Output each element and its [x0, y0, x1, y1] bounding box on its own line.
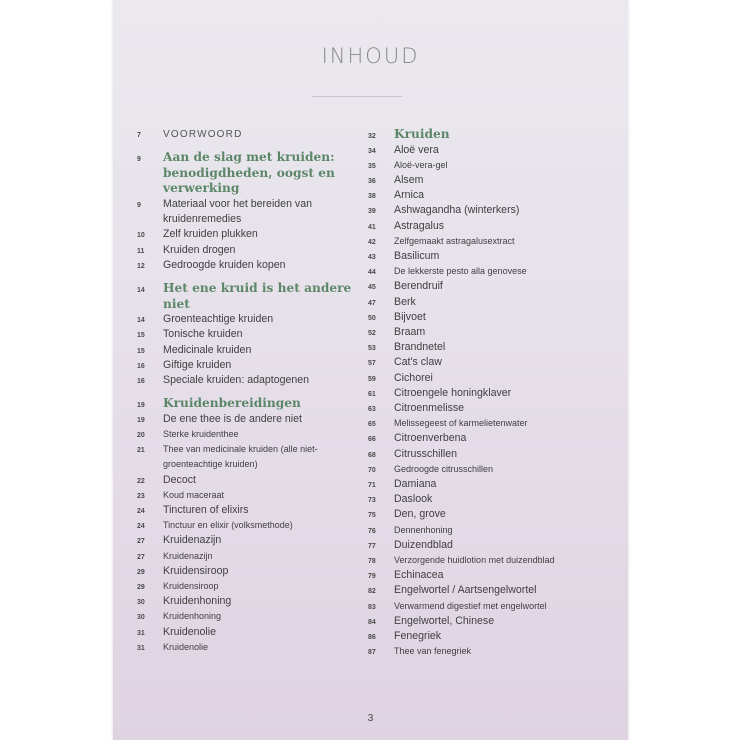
- toc-entry-title: Braam: [394, 326, 426, 339]
- toc-entry-title: Kruidenhoning: [163, 611, 222, 622]
- toc-entry: [137, 640, 369, 655]
- toc-entry-title: Groenteachtige kruiden: [163, 313, 274, 326]
- toc-entry-title: Citroenverbena: [394, 432, 467, 445]
- toc-entry-title: Kruidenazijn: [163, 550, 213, 561]
- toc-entry: [368, 614, 618, 629]
- toc-entry: [368, 553, 618, 568]
- toc-entry: [137, 327, 369, 342]
- toc-entry-title: Berk: [394, 295, 416, 308]
- toc-entry: [137, 518, 369, 533]
- toc-entry-title: Kruidenhoning: [163, 595, 232, 608]
- toc-entry: [368, 234, 618, 249]
- toc-entry: [368, 264, 618, 279]
- toc-entry: [368, 462, 618, 477]
- toc-page-number: 30: [137, 599, 145, 607]
- page-number: 3: [367, 713, 374, 724]
- toc-entry: [368, 386, 618, 401]
- toc-entry: [137, 594, 369, 609]
- toc-page-number: 43: [368, 254, 376, 262]
- toc-entry: [137, 442, 369, 472]
- toc-entry-title: Citroengele honingklaver: [394, 386, 512, 399]
- toc-entry: [368, 492, 618, 507]
- toc-page-number: 20: [137, 432, 145, 439]
- toc-entry: [368, 310, 618, 325]
- toc-entry: [137, 358, 369, 373]
- toc-entry: [137, 412, 369, 427]
- toc-entry-title: Basilicum: [394, 250, 440, 263]
- toc-entry: [137, 243, 369, 258]
- toc-page-number: 34: [368, 147, 376, 155]
- toc-page-number: 45: [368, 284, 376, 292]
- toc-entry: [368, 219, 618, 234]
- toc-entry-title: De ene thee is de andere niet: [163, 412, 302, 425]
- toc-entry-title: Zelf kruiden plukken: [163, 228, 258, 241]
- title-divider: [312, 96, 402, 97]
- toc-page-number: 87: [368, 649, 376, 657]
- toc-page-number: 75: [368, 512, 376, 520]
- toc-entry-title: Thee van medicinale kruiden (alle niet-groenteachtige kruiden): [163, 444, 318, 470]
- toc-page-number: 9: [137, 156, 141, 164]
- toc-entry: [368, 447, 618, 462]
- toc-page-number: 83: [368, 603, 376, 611]
- toc-page-number: 50: [368, 314, 376, 322]
- toc-page-number: 7: [137, 132, 141, 139]
- toc-entry-title: Engelwortel / Aartsengelwortel: [394, 584, 537, 597]
- toc-entry: [368, 173, 618, 188]
- toc-page-number: 19: [137, 416, 145, 424]
- toc-entry-title: Duizendblad: [394, 538, 453, 551]
- toc-entry-title: Kruidenbereidingen: [163, 396, 301, 411]
- toc-entry-title: Kruiden: [394, 127, 450, 141]
- toc-entry: [137, 373, 369, 388]
- toc-page-number: 39: [368, 208, 376, 216]
- toc-entry: [368, 401, 618, 416]
- toc-entry-title: Tincturen of elixirs: [163, 504, 249, 517]
- toc-page-number: 38: [368, 193, 376, 201]
- toc-section-heading: [137, 396, 369, 412]
- toc-entry: [368, 568, 618, 583]
- toc-entry-title: Den, grove: [394, 508, 446, 521]
- toc-page-number: 29: [137, 568, 145, 576]
- toc-entry: [368, 371, 618, 386]
- toc-page-number: 27: [137, 538, 145, 546]
- toc-page-number: 84: [368, 618, 376, 626]
- toc-entry: [368, 188, 618, 203]
- toc-entry: [368, 340, 618, 355]
- toc-entry-title: Tonische kruiden: [163, 328, 243, 341]
- toc-page-number: 11: [137, 247, 145, 255]
- toc-entry-title: Aloë vera: [394, 143, 439, 156]
- toc-entry: [368, 538, 618, 553]
- toc-entry-title: VOORWOORD: [163, 129, 243, 140]
- toc-entry-title: Arnica: [394, 189, 425, 202]
- toc-page-number: 57: [368, 360, 376, 368]
- toc-entry-title: Gedroogde citrusschillen: [394, 463, 494, 474]
- toc-entry: [368, 143, 618, 158]
- toc-entry: [368, 355, 618, 370]
- toc-entry-title: Medicinale kruiden: [163, 343, 252, 356]
- toc-page-number: 19: [137, 402, 145, 410]
- toc-entry-title: Gedroogde kruiden kopen: [163, 258, 286, 271]
- toc-page-number: 68: [368, 451, 376, 459]
- toc-entry-title: Kruidensiroop: [163, 564, 229, 577]
- toc-page-number: 36: [368, 178, 376, 185]
- toc-entry: [368, 325, 618, 340]
- toc-page-number: 53: [368, 345, 376, 353]
- toc-entry-title: Engelwortel, Chinese: [394, 614, 495, 627]
- toc-entry-title: Kruidenolie: [163, 625, 217, 638]
- toc-entry-title: Melissegeest of karmelietenwater: [394, 418, 528, 429]
- toc-entry: [368, 523, 618, 538]
- toc-page-number: 73: [368, 497, 376, 505]
- toc-entry-title: Thee van fenegriek: [394, 646, 472, 657]
- toc-page-number: 47: [368, 299, 376, 307]
- toc-entry-title: Verzorgende huidlotion met duizendblad: [394, 555, 555, 566]
- toc-section-heading: [137, 281, 369, 312]
- toc-page-number: 76: [368, 527, 376, 535]
- toc-entry-title: Brandnetel: [394, 341, 446, 354]
- toc-entry-title: Citroenmelisse: [394, 402, 465, 415]
- toc-entry-title: Bijvoet: [394, 310, 426, 323]
- toc-entry-title: Tinctuur en elixir (volksmethode): [163, 520, 293, 531]
- toc-page-number: 22: [137, 477, 145, 485]
- toc-page-number: 52: [368, 330, 376, 338]
- toc-entry-title: Fenegriek: [394, 630, 442, 643]
- toc-page-number: 12: [137, 262, 145, 270]
- toc-page-number: 31: [137, 644, 145, 652]
- toc-page-number: 63: [368, 406, 376, 414]
- toc-right-column: [368, 127, 618, 660]
- toc-page-number: 86: [368, 634, 376, 642]
- toc-page-number: 16: [137, 378, 145, 385]
- toc-entry: [137, 473, 369, 488]
- toc-entry-title: Kruidenazijn: [163, 534, 222, 547]
- toc-entry-title: Daslook: [394, 493, 433, 506]
- toc-page-number: 24: [137, 508, 145, 516]
- toc-entry: [137, 427, 369, 442]
- toc-page-number: 41: [368, 223, 376, 231]
- toc-page-number: 35: [368, 162, 376, 170]
- toc-entry: [137, 625, 369, 640]
- toc-page-number: 42: [368, 238, 376, 246]
- toc-page-number: 77: [368, 542, 376, 550]
- toc-section-heading: [368, 127, 618, 143]
- toc-page-number: 24: [137, 523, 145, 531]
- toc-entry-title: De lekkerste pesto alla genovese: [394, 266, 527, 277]
- toc-entry-title: Het ene kruid is het andere niet: [163, 281, 352, 311]
- toc-entry: [137, 312, 369, 327]
- toc-entry: [368, 279, 618, 294]
- toc-entry-title: Zelfgemaakt astragalusextract: [394, 235, 515, 246]
- toc-entry: [137, 258, 369, 273]
- toc-entry-title: Alsem: [394, 174, 424, 186]
- toc-page-number: 66: [368, 436, 376, 444]
- toc-entry: [368, 416, 618, 431]
- toc-entry-title: Sterke kruidenthee: [163, 429, 239, 439]
- toc-page-number: 61: [368, 390, 376, 398]
- toc-entry: [137, 488, 369, 503]
- toc-entry-title: Cat's claw: [394, 356, 442, 369]
- toc-entry: [368, 644, 618, 659]
- toc-page-number: 31: [137, 629, 145, 637]
- toc-page-number: 14: [137, 287, 145, 294]
- toc-entry: [368, 583, 618, 598]
- toc-entry-title: Kruidensiroop: [163, 581, 219, 592]
- toc-page-number: 16: [137, 362, 145, 370]
- toc-entry-title: Decoct: [163, 473, 196, 486]
- toc-entry: [137, 564, 369, 579]
- toc-entry: [368, 599, 618, 614]
- toc-entry: [137, 127, 369, 142]
- toc-page-number: 79: [368, 573, 376, 581]
- toc-entry: [368, 158, 618, 173]
- toc-page-number: 59: [368, 375, 376, 383]
- book-page: [113, 0, 628, 740]
- toc-page-number: 29: [137, 584, 145, 592]
- toc-page-number: 27: [137, 553, 145, 561]
- toc-entry-title: Kruiden drogen: [163, 243, 236, 256]
- toc-entry: [368, 477, 618, 492]
- toc-page-number: 15: [137, 347, 145, 355]
- toc-left-column: [137, 127, 369, 655]
- toc-entry: [368, 431, 618, 446]
- toc-page-number: 10: [137, 232, 145, 240]
- toc-entry: [137, 579, 369, 594]
- toc-page-number: 15: [137, 332, 145, 340]
- toc-entry: [137, 343, 369, 358]
- toc-entry-title: Aan de slag met kruiden: benodigdheden, oogst en verwerking: [163, 150, 335, 196]
- toc-page-number: 70: [368, 466, 376, 474]
- toc-entry: [137, 549, 369, 564]
- toc-page-number: 65: [368, 421, 376, 429]
- toc-page-number: 71: [368, 482, 376, 490]
- toc-entry-title: Berendruif: [394, 280, 443, 293]
- toc-page-number: 14: [137, 317, 145, 325]
- toc-entry-title: Koud maceraat: [163, 489, 225, 500]
- toc-entry-title: Aloë-vera-gel: [394, 159, 448, 170]
- toc-entry-title: Echinacea: [394, 569, 444, 582]
- toc-entry-title: Materiaal voor het bereiden van kruidenremedies: [163, 197, 312, 226]
- toc-page-number: 9: [137, 201, 141, 209]
- page-title: INHOUD: [321, 44, 420, 68]
- toc-entry-title: Dennenhoning: [394, 524, 453, 535]
- toc-page-number: 44: [368, 269, 376, 277]
- toc-page-number: 30: [137, 614, 145, 622]
- toc-page-number: 78: [368, 558, 376, 566]
- toc-entry: [368, 203, 618, 218]
- toc-entry-title: Ashwagandha (winterkers): [394, 204, 520, 217]
- toc-page-number: 82: [368, 588, 376, 596]
- toc-entry: [137, 197, 369, 227]
- toc-entry-title: Citrusschillen: [394, 447, 457, 460]
- toc-entry-title: Speciale kruiden: adaptogenen: [163, 374, 310, 386]
- toc-page-number: 23: [137, 492, 145, 500]
- toc-entry: [137, 227, 369, 242]
- toc-entry: [137, 609, 369, 624]
- toc-page-number: 21: [137, 447, 145, 455]
- toc-entry-title: Verwarmend digestief met engelwortel: [394, 600, 547, 611]
- toc-entry: [137, 503, 369, 518]
- toc-entry: [368, 295, 618, 310]
- toc-entry-title: Kruidenolie: [163, 641, 209, 652]
- toc-section-heading: [137, 150, 369, 197]
- toc-entry-title: Cichorei: [394, 371, 433, 384]
- toc-entry-title: Damiana: [394, 478, 437, 491]
- toc-entry: [368, 249, 618, 264]
- toc-entry-title: Astragalus: [394, 219, 445, 232]
- toc-entry: [368, 507, 618, 522]
- toc-entry: [137, 533, 369, 548]
- toc-entry-title: Giftige kruiden: [163, 358, 232, 371]
- toc-entry: [368, 629, 618, 644]
- toc-page-number: 32: [368, 133, 376, 140]
